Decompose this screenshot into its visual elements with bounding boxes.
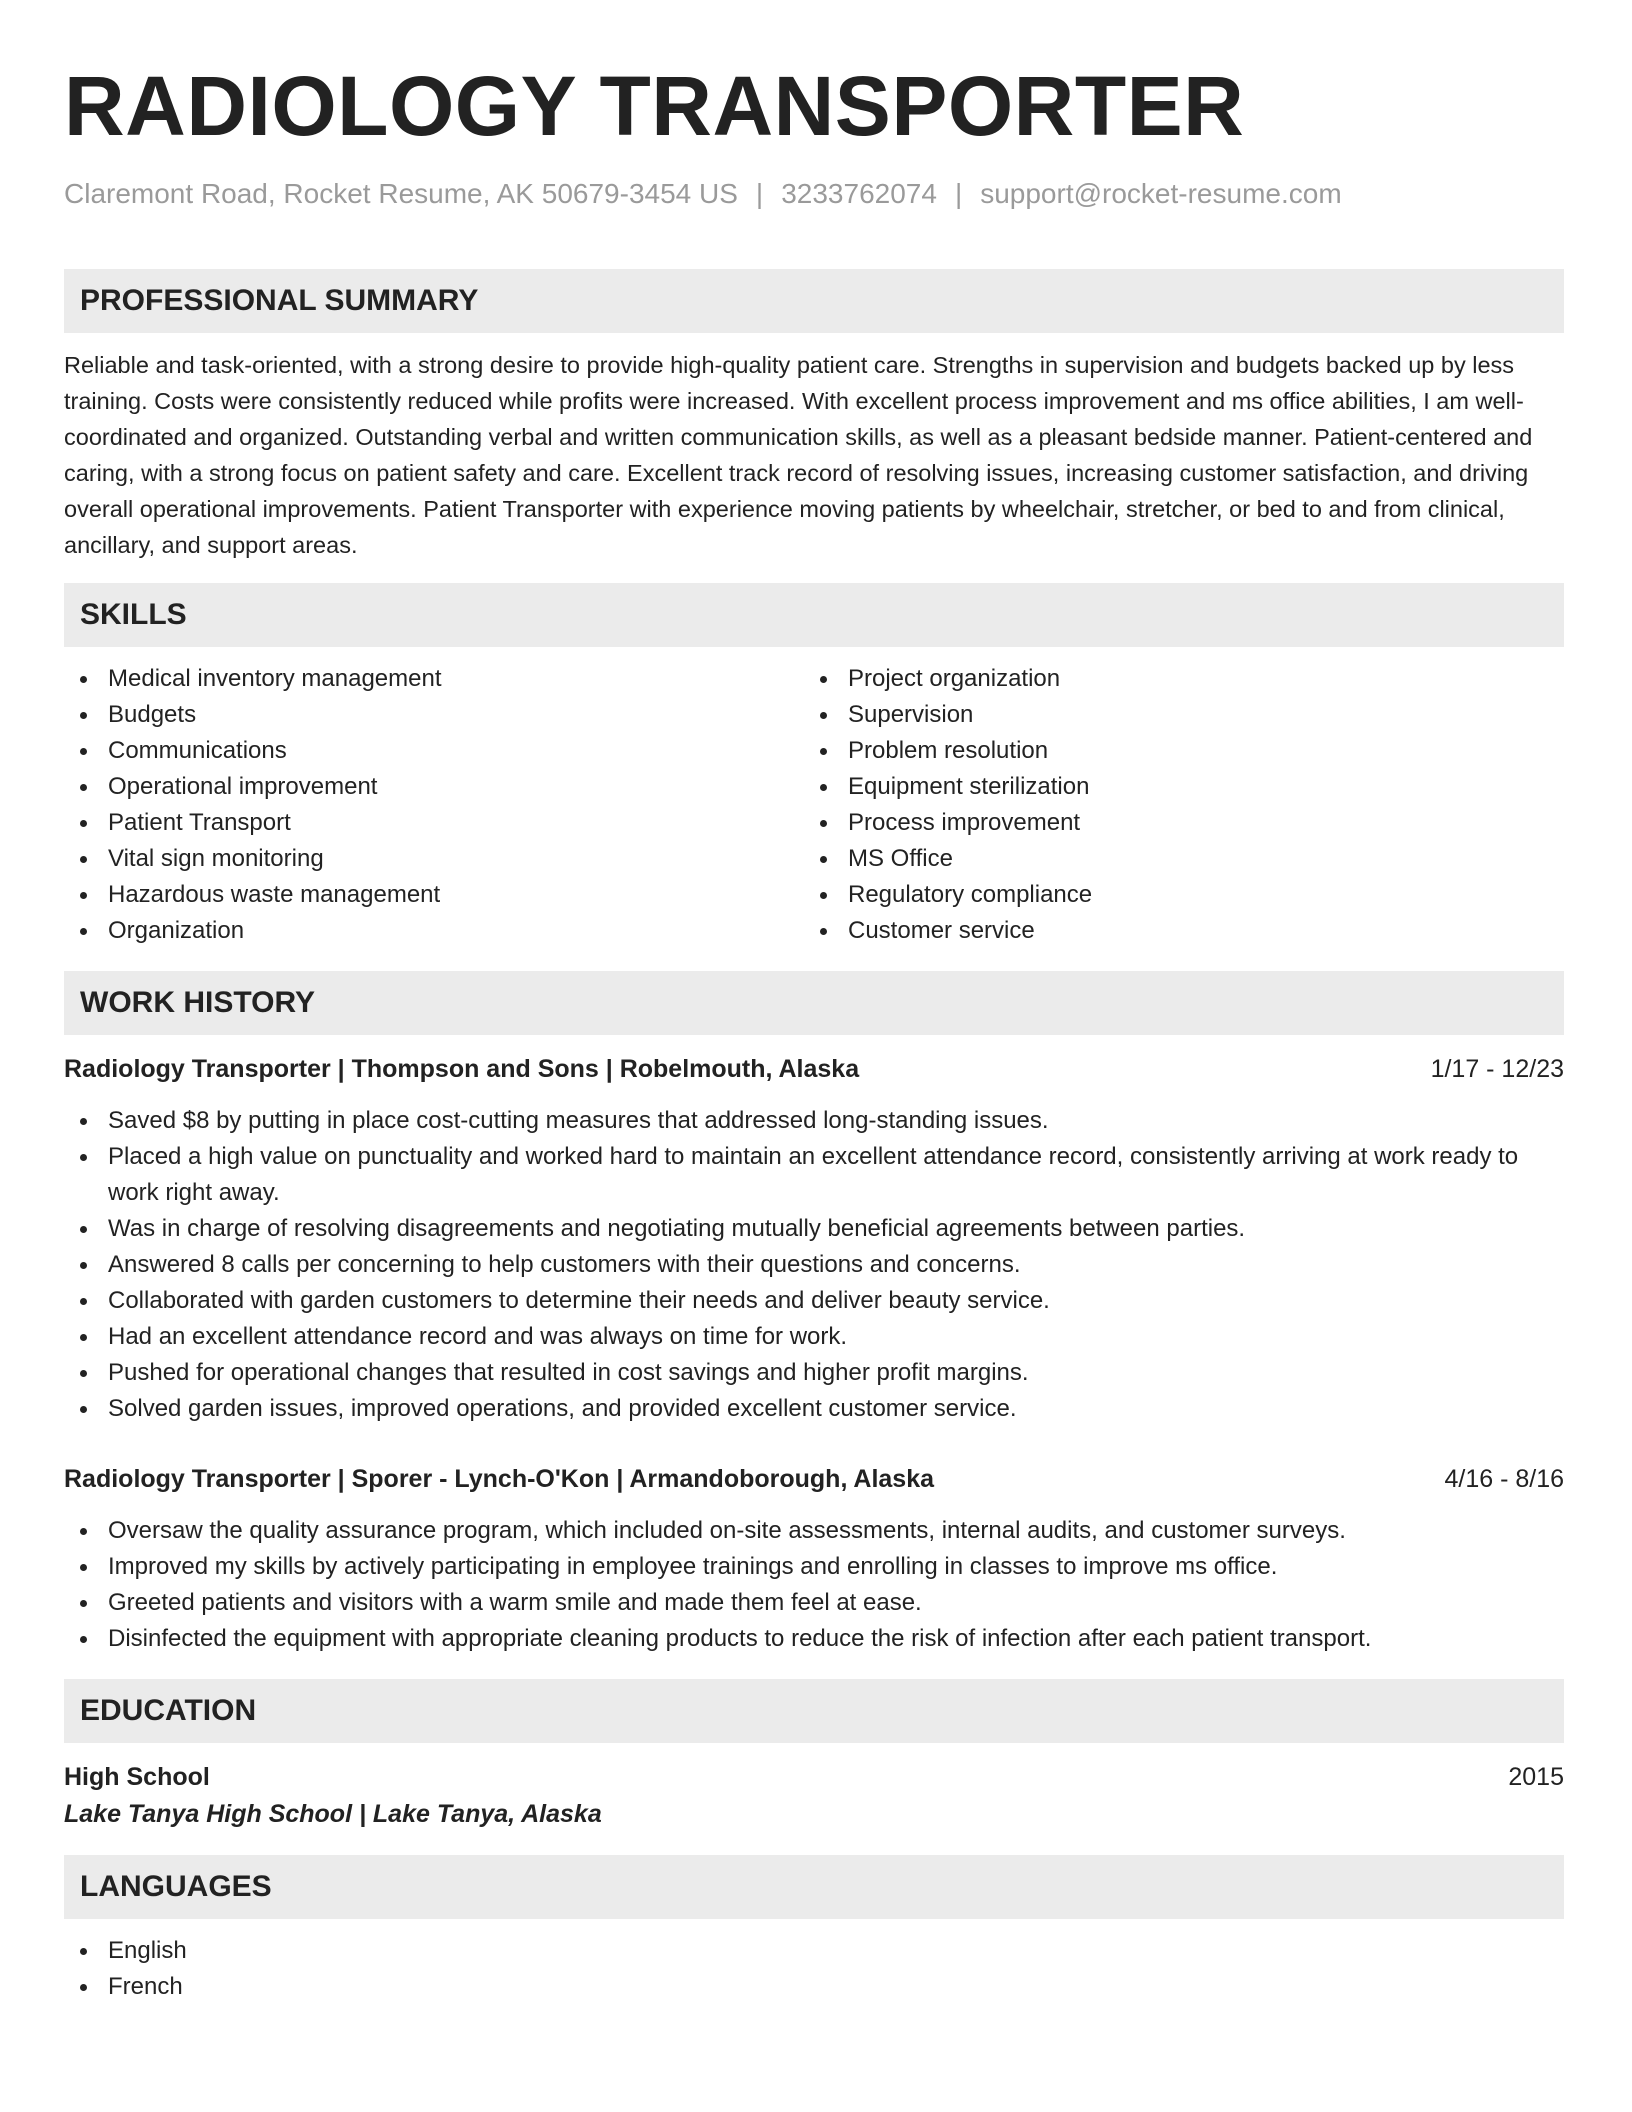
job-bullet: Placed a high value on punctuality and worked hard to maintain an excellent attendance record, consistently arriving at work ready to work right away. [64, 1139, 1564, 1211]
skill-item: Problem resolution [804, 733, 1544, 769]
skill-item: Budgets [64, 697, 804, 733]
job-bullet: Collaborated with garden customers to determine their needs and deliver beauty service. [64, 1283, 1564, 1319]
job-entry [64, 1051, 1564, 1427]
skill-item: Operational improvement [64, 769, 804, 805]
education-header [64, 1759, 1564, 1795]
languages-list [64, 1933, 1564, 2005]
job-bullet: Pushed for operational changes that resulted in cost savings and higher profit margins. [64, 1355, 1564, 1391]
candidate-name: RADIOLOGY TRANSPORTER [64, 59, 1245, 153]
resume-content [64, 58, 1564, 2005]
education-year: 2015 [1508, 1763, 1564, 1791]
contact-address: Claremont Road, Rocket Resume, AK 50679-3454 US [64, 178, 738, 209]
job-bullet-list [64, 1513, 1564, 1657]
skill-item: Customer service [804, 913, 1544, 949]
contact-separator: | [954, 178, 963, 209]
skill-item: Hazardous waste management [64, 877, 804, 913]
education-school: Lake Tanya High School | Lake Tanya, Alaska [64, 1800, 602, 1828]
skill-item: Process improvement [804, 805, 1544, 841]
contact-email: support@rocket-resume.com [980, 178, 1342, 209]
section-header-summary: PROFESSIONAL SUMMARY [64, 269, 1564, 333]
contact-separator: | [755, 178, 764, 209]
language-item: French [64, 1969, 1564, 2005]
job-dates: 1/17 - 12/23 [1430, 1055, 1564, 1083]
contact-phone: 3233762074 [781, 178, 937, 209]
skill-item: Vital sign monitoring [64, 841, 804, 877]
summary-text: Reliable and task-oriented, with a strong desire to provide high-quality patient care. Strengths in supervision and budgets backed up by less training. Costs were consistently reduced while profits were increased. With excellent process improvement and ms office abilities, I am well-coordinated and organized. Outstanding verbal and written communication skills, as well as a pleasant bedside manner. Patient-centered and caring, with a strong focus on patient safety and care. Excellent track record of resolving issues, increasing customer satisfaction, and driving overall operational improvements. Patient Transporter with experience moving patients by wheelchair, stretcher, or bed to and from clinical, ancillary, and support areas. [64, 352, 1533, 558]
skill-item: Equipment sterilization [804, 769, 1544, 805]
job-header [64, 1051, 1564, 1087]
job-bullet: Improved my skills by actively participating in employee trainings and enrolling in classes to improve ms office. [64, 1549, 1564, 1585]
skill-item: Supervision [804, 697, 1544, 733]
skill-item: Medical inventory management [64, 661, 804, 697]
job-title: Radiology Transporter | Sporer - Lynch-O'Kon | Armandoborough, Alaska [64, 1465, 935, 1493]
language-item: English [64, 1933, 1564, 1969]
section-header-work-history: WORK HISTORY [64, 971, 1564, 1035]
skill-item: Regulatory compliance [804, 877, 1544, 913]
job-entry [64, 1461, 1564, 1657]
job-bullet: Oversaw the quality assurance program, which included on-site assessments, internal audits, and customer surveys. [64, 1513, 1564, 1549]
skill-item: Project organization [804, 661, 1544, 697]
skill-item: MS Office [804, 841, 1544, 877]
section-header-languages: LANGUAGES [64, 1855, 1564, 1919]
skill-item: Organization [64, 913, 804, 949]
skill-item: Patient Transport [64, 805, 804, 841]
education-degree: High School [64, 1763, 210, 1791]
section-header-skills: SKILLS [64, 583, 1564, 647]
job-bullet: Solved garden issues, improved operations, and provided excellent customer service. [64, 1391, 1564, 1427]
job-bullet-list [64, 1103, 1564, 1427]
job-bullet: Answered 8 calls per concerning to help customers with their questions and concerns. [64, 1247, 1564, 1283]
skills-list-right [804, 661, 1544, 949]
section-header-education: EDUCATION [64, 1679, 1564, 1743]
job-title: Radiology Transporter | Thompson and Sons | Robelmouth, Alaska [64, 1055, 860, 1083]
job-dates: 4/16 - 8/16 [1444, 1465, 1564, 1493]
job-bullet: Had an excellent attendance record and was always on time for work. [64, 1319, 1564, 1355]
skill-item: Communications [64, 733, 804, 769]
job-bullet: Was in charge of resolving disagreements and negotiating mutually beneficial agreements between parties. [64, 1211, 1564, 1247]
job-bullet: Saved $8 by putting in place cost-cutting measures that addressed long-standing issues. [64, 1103, 1564, 1139]
contact-line [64, 176, 1564, 212]
job-header [64, 1461, 1564, 1497]
skills-list-left [64, 661, 804, 949]
education-entry [64, 1759, 1564, 1833]
job-bullet: Greeted patients and visitors with a warm smile and made them feel at ease. [64, 1585, 1564, 1621]
job-bullet: Disinfected the equipment with appropriate cleaning products to reduce the risk of infection after each patient transport. [64, 1621, 1564, 1657]
skills-grid [64, 661, 1564, 949]
